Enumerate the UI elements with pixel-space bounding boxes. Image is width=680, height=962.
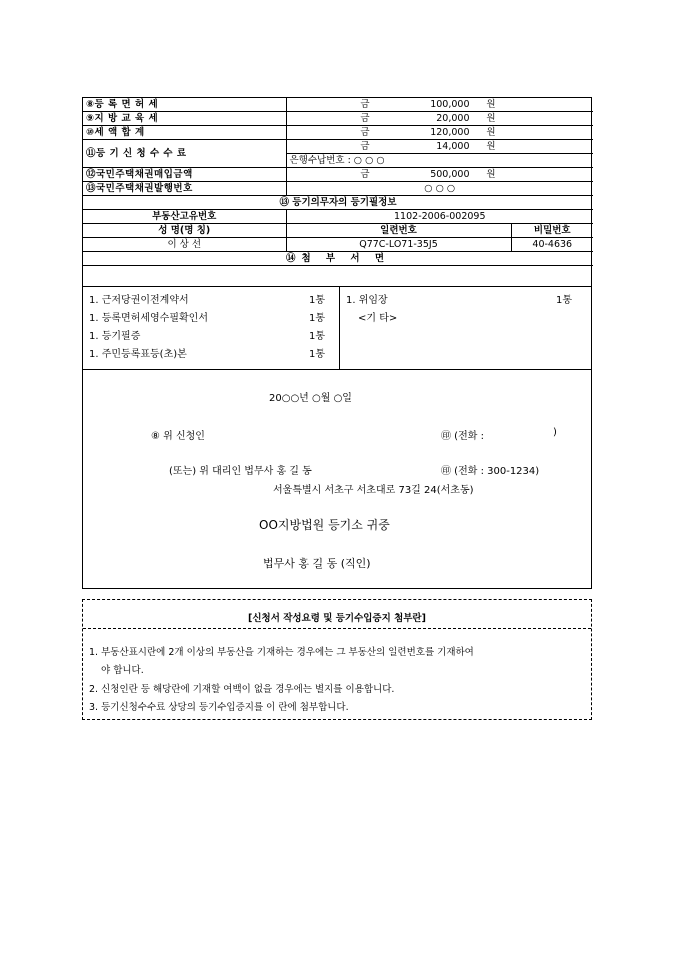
name-header: 성 명(명 칭): [83, 224, 286, 238]
attachment-count: 1통: [309, 313, 326, 324]
divider: [83, 628, 591, 629]
agent-label: (또는) 위 대리인 법무사 홍 길 동: [169, 466, 312, 477]
instruction-line: 3. 등기신청수수료 상당의 등기수입증지를 이 란에 첨부합니다.: [89, 702, 349, 713]
attachment-left-column: [83, 287, 340, 369]
fee-table: [83, 98, 593, 266]
attach-section-title: ⑭첨 부 서 면: [83, 252, 593, 266]
property-no-value: 1102-2006-002095: [286, 210, 593, 224]
attachment-list: [83, 286, 591, 370]
attachment-right-column: [340, 287, 591, 369]
applicant-phone-close: ): [553, 427, 557, 438]
fee-row: [83, 126, 593, 140]
pw-value-row: [83, 238, 593, 252]
agent-address: 서울특별시 서초구 서초대로 73길 24(서초동): [273, 485, 474, 496]
bond-issue-label: ⑬국민주택채권발행번호: [83, 182, 286, 196]
property-no-label: 부동산고유번호: [83, 210, 286, 224]
won-text: 원: [486, 112, 496, 124]
bond-purchase-label: ⑫국민주택채권매입금액: [83, 168, 286, 182]
fee-label: ⑧등 록 면 허 세: [83, 98, 286, 112]
fee-amount: 100,000: [430, 98, 470, 110]
application-date: 20○○년 ○월 ○일: [269, 393, 352, 404]
attachment-item: 1. 주민등록표등(초)본: [89, 349, 187, 360]
applicant-seal-phone: ㊞ (전화 :: [441, 431, 484, 442]
attachment-item: 1. 위임장: [346, 295, 388, 306]
won-text: 원: [486, 126, 496, 138]
geum-text: 금: [360, 126, 370, 138]
reg-fee-row: [83, 140, 593, 154]
bond-purchase-row: [83, 168, 593, 182]
geum-text: 금: [360, 98, 370, 110]
fee-row: [83, 112, 593, 126]
application-form: [82, 97, 592, 589]
password-value: 40-4636: [511, 238, 593, 252]
bond-issue-number: ○ ○ ○: [286, 182, 593, 196]
serial-header: 일련번호: [286, 224, 511, 238]
bond-issue-row: [83, 182, 593, 196]
pw-section-title: ⑬ 등기의무자의 등기필정보: [83, 196, 593, 210]
reg-fee-label: ⑪등 기 신 청 수 수 료: [83, 140, 286, 168]
fee-label: ⑨지 방 교 육 세: [83, 112, 286, 126]
fee-row: [83, 98, 593, 112]
attachment-item: <기 타>: [358, 313, 398, 324]
lawyer-seal: 법무사 홍 길 동 (직인): [263, 557, 371, 570]
attachment-count: 1통: [309, 349, 326, 360]
fee-label: ⑩세 액 합 계: [83, 126, 286, 140]
bond-purchase-amount: 500,000: [430, 168, 470, 180]
instruction-line: 야 합니다.: [101, 665, 144, 676]
pw-header-row: [83, 224, 593, 238]
attachment-count: 1통: [309, 331, 326, 342]
property-no-row: [83, 210, 593, 224]
attachment-item: 1. 등록면허세영수필확인서: [89, 313, 208, 324]
won-text: 원: [486, 140, 496, 152]
geum-text: 금: [360, 112, 370, 124]
bank-receipt-number: 은행수납번호 : ○ ○ ○: [286, 154, 593, 168]
agent-seal-phone: ㊞ (전화 : 300-1234): [441, 466, 540, 477]
won-text: 원: [486, 98, 496, 110]
fee-amount: 20,000: [436, 112, 470, 124]
geum-text: 금: [360, 168, 370, 180]
geum-text: 금: [360, 140, 370, 152]
instructions-title: [신청서 작성요령 및 등기수입증지 첨부란]: [248, 613, 426, 624]
reg-fee-amount: 14,000: [436, 140, 470, 152]
attach-section-row: [83, 252, 593, 266]
attachment-item: 1. 근저당권이전계약서: [89, 295, 189, 306]
instruction-line: 2. 신청인란 등 해당란에 기재할 여백이 없을 경우에는 별지를 이용합니다.: [89, 684, 395, 695]
attachment-count: 1통: [309, 295, 326, 306]
holder-name: 이 상 선: [83, 238, 286, 252]
serial-number: Q77C-LO71-35J5: [286, 238, 511, 252]
fee-amount: 120,000: [430, 126, 470, 138]
pw-section-row: [83, 196, 593, 210]
instructions-box: [82, 599, 592, 720]
instruction-line: 1. 부동산표시란에 2개 이상의 부동산을 기재하는 경우에는 그 부동산의 일련번호를 기재하여: [89, 647, 474, 658]
court-name: OO지방법원 등기소 귀중: [259, 518, 390, 532]
password-header: 비밀번호: [511, 224, 593, 238]
applicant-label: ⑧ 위 신청인: [151, 431, 205, 442]
won-text: 원: [486, 168, 496, 180]
attachment-item: 1. 등기필증: [89, 331, 141, 342]
attachment-count: 1통: [556, 295, 573, 306]
